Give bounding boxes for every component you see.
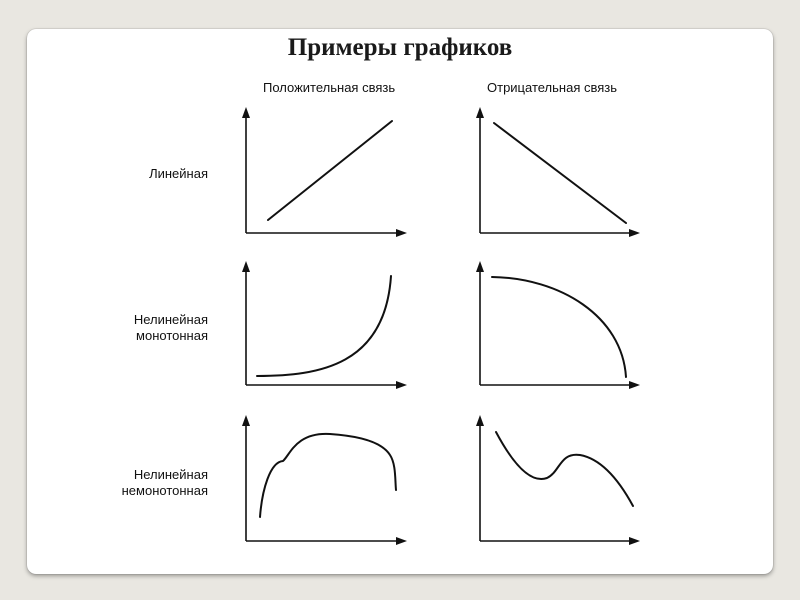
arrow-head-icon [476, 261, 484, 272]
plot-nonlinear-nonmonotonic-negative [476, 415, 640, 545]
plot-linear-negative [476, 107, 640, 237]
curve-linear-decreasing [494, 123, 626, 223]
curve-arch [260, 434, 396, 517]
arrow-head-icon [396, 537, 407, 545]
column-heading-positive: Положительная связь [263, 80, 396, 95]
arrow-head-icon [476, 415, 484, 426]
arrow-head-icon [396, 381, 407, 389]
plot-nonlinear-nonmonotonic-positive [242, 415, 407, 545]
column-heading-negative: Отрицательная связь [487, 80, 618, 95]
arrow-head-icon [242, 415, 250, 426]
plot-nonlinear-monotonic-positive [242, 261, 407, 389]
plot-linear-positive [242, 107, 407, 237]
arrow-head-icon [476, 107, 484, 118]
curve-wave [496, 432, 633, 506]
plot-nonlinear-monotonic-negative [476, 261, 640, 389]
row-label-line: Нелинейная [133, 467, 208, 482]
row-label-line: монотонная [136, 328, 208, 343]
slide-title: Примеры графиков [287, 34, 513, 61]
row-label-line: Линейная [149, 166, 208, 181]
row-label-line: немонотонная [121, 483, 208, 498]
arrow-head-icon [629, 229, 640, 237]
curve-linear-increasing [268, 121, 392, 220]
arrow-head-icon [629, 381, 640, 389]
arrow-head-icon [242, 261, 250, 272]
curve-convex-increasing [257, 276, 391, 376]
arrow-head-icon [242, 107, 250, 118]
arrow-head-icon [629, 537, 640, 545]
arrow-head-icon [396, 229, 407, 237]
row-label-line: Нелинейная [133, 312, 208, 327]
curve-concave-decreasing [492, 277, 626, 377]
